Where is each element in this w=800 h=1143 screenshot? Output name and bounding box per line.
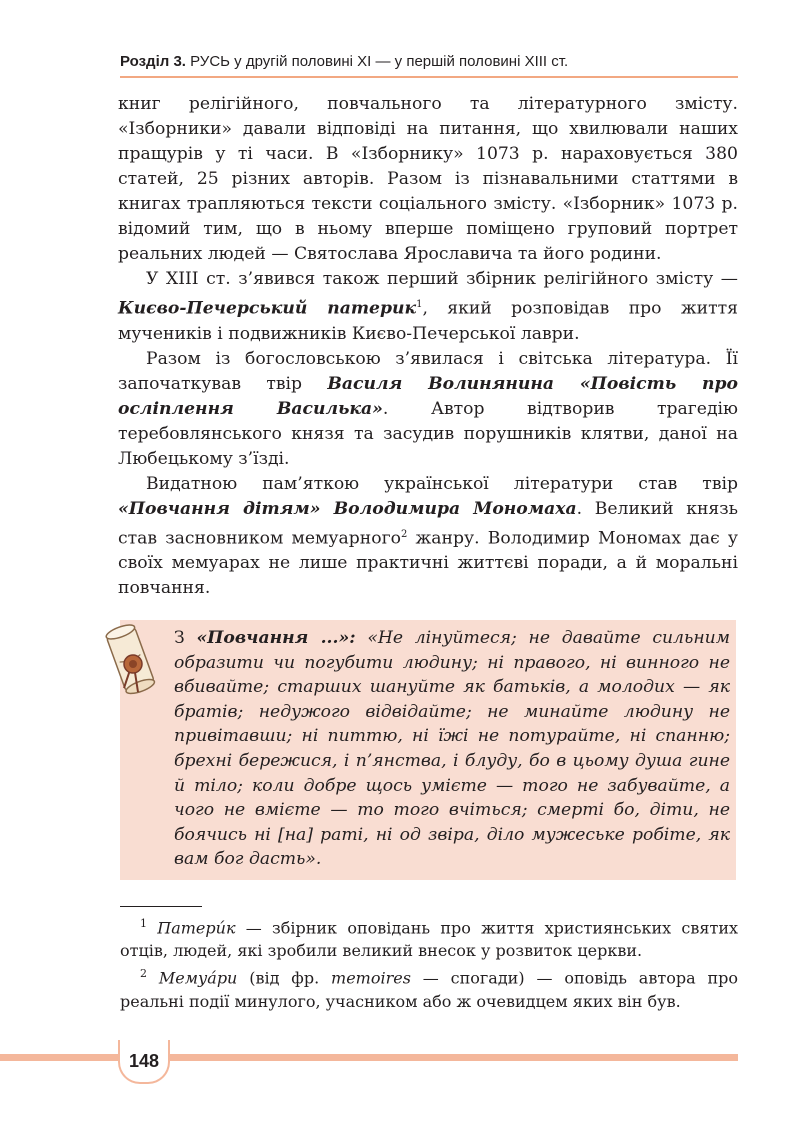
monomakh-work-title: «Повчання дітям» Володимира Мономаха bbox=[118, 498, 577, 519]
footnote-ref-2: 2 bbox=[400, 528, 408, 540]
section-title: РУСЬ у другій половині XI — у першій половині XIII ст. bbox=[190, 53, 569, 70]
quote-title: «Повчання ...»: bbox=[196, 628, 356, 648]
footnotes bbox=[120, 912, 738, 1013]
bottom-accent-bar bbox=[0, 1054, 738, 1061]
paragraph-1: книг релігійного, повчального та літературного змісту. «Ізборники» давали відповіді на питання, що хвилювали наших пращурів у ті часи. В «Ізборнику» 1073 р. нараховується 380 статей, 25 різних авторів. Разом із пізнавальними статтями в книгах трапляються тексти соціального змісту. «Ізборник» 1073 р. відомий тим, що в ньому вперше поміщено груповий портрет реальних людей — Святослава Ярославича та його родини. bbox=[118, 94, 738, 264]
running-header bbox=[120, 52, 738, 78]
scroll-seal-icon bbox=[102, 620, 172, 700]
quote-text: З «Повчання ...»: «Не лінуйтеся; не давайте сильним образити чи погубити людину; ні правого, ні винного не вбивайте; старших шануйте як батьків, а молодих — як братів; недужого відвідайте; не минайте людину не привітавши; ні питтю, ні їжі не потурайте, ні спанню; брехні бережися, і п’янства, і блуду, бо в цьому душа гине й тіло; коли добре щось умієте — того не забувайте, а чого не вмієте — то того вчіться; смерті бо, діти, не боячись ні [на] раті, ні од звіра, діло мужеське робіте, як вам бог дасть». bbox=[174, 628, 730, 870]
paragraph-2: У ХІІІ ст. з’явився також перший збірник релігійного змісту — Києво-Печерський патерик$^1$, який розповідав про життя мучеників і подвижників Києво-Печерської лаври. bbox=[118, 269, 738, 344]
footnote-1: $^1$ Патери́к — збірник оповідань про життя християнських святих отців, людей, які зробили великий внесок у розвиток церкви. bbox=[120, 917, 739, 961]
footnote-ref-1: 1 bbox=[416, 299, 423, 310]
footnote-2: $^2$ Мемуа́ри (від фр. memoires — спогади) — оповідь автора про реальні події минулого, учасником або ж очевидцем яких він був. bbox=[120, 967, 739, 1011]
footnote-divider bbox=[120, 906, 202, 907]
footnote-2-term: Мемуа́ри bbox=[158, 968, 238, 988]
page-number: 148 bbox=[118, 1040, 170, 1084]
vasyl-work-title: Василя Волинянина «Повість про осліплення Василька» bbox=[118, 373, 739, 419]
main-text bbox=[118, 92, 738, 601]
paragraph-4: Видатною пам’яткою української літератури став твір «Повчання дітям» Володимира Мономаха. Великий князь став засновником мемуарного$^2$ жанру. Володимир Мономах дає у своїх мемуарах не лише практичні життєві поради, а й моральні повчання. bbox=[118, 473, 738, 599]
quote-body: «Не лінуйтеся; не давайте сильним образити чи погубити людину; ні правого, ні винного не вбивайте; старших шануйте як батьків, а молодих — як братів; недужого відвідайте; не минайте людину не привітавши; ні питтю, ні їжі не потурайте, ні спанню; брехні бережися, і п’янства, і блуду, бо в цьому душа гине й тіло; коли добре щось умієте — того не забувайте, а чого не вмієте — то того вчіться; смерті бо, діти, не боячись ні [на] раті, ні од звіра, діло мужеське робіте, як вам бог дасть». bbox=[174, 628, 730, 870]
paragraph-3: Разом із богословською з’явилася і світська література. Її започаткував твір Василя Волинянина «Повість про осліплення Василька». Автор відтворив трагедію теребовлянського князя та засудив порушників клятви, даної на Любецькому з’їзді. bbox=[118, 348, 739, 469]
section-label: Розділ 3. bbox=[120, 53, 186, 70]
patericon-title: Києво-Печерський патерик bbox=[118, 298, 417, 319]
footnote-1-term: Патери́к bbox=[157, 918, 236, 938]
